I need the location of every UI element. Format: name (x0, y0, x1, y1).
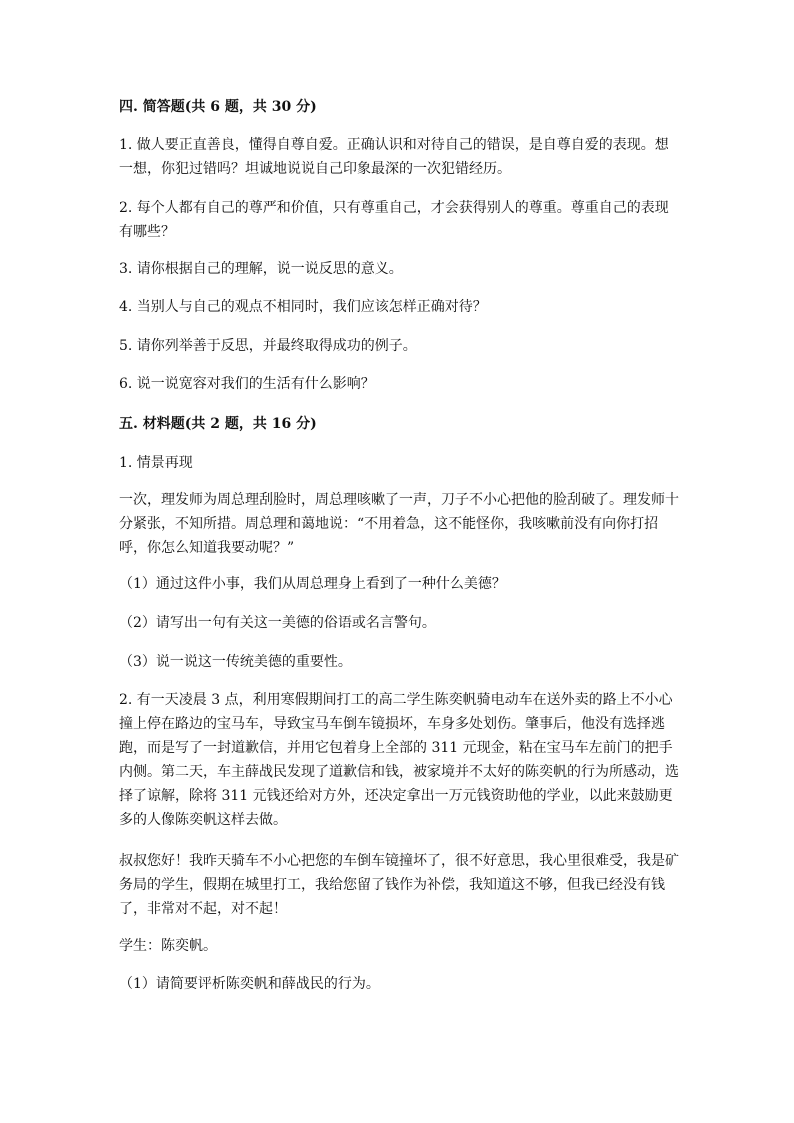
material-1-subquestion-1: （1）通过这件小事，我们从周总理身上看到了一种什么美德？ (119, 576, 506, 592)
question-2: 2. 每个人都有自己的尊严和价值，只有尊重自己，才会获得别人的尊重。尊重自己的表现有哪些？ (119, 200, 669, 240)
letter-signature: 学生：陈奕帆。 (119, 938, 217, 954)
section5-heading: 五. 材料题(共 2 题，共 16 分) (119, 416, 317, 432)
section4-heading: 四. 简答题(共 6 题，共 30 分) (119, 99, 317, 115)
question-1: 1. 做人要正直善良，懂得自尊自爱。正确认识和对待自己的错误，是自尊自爱的表现。想一想，你犯过错吗？坦诚地说说自己印象最深的一次犯错经历。 (119, 137, 669, 177)
material-1-subquestion-2: （2）请写出一句有关这一美德的俗语或名言警句。 (119, 615, 436, 631)
material-2-text: 2. 有一天凌晨 3 点，利用寒假期间打工的高二学生陈奕帆骑电动车在送外卖的路上不小心撞上停在路边的宝马车，导致宝马车倒车镜损坏，车身多处划伤。肇事后，他没有选择逃跑，而是写了一封道歉信，并用它包着身上全部的 311 元现金，粘在宝马车左前门的把手内侧。第二天，车主薛战民发现了道歉信和钱，被家境并不太好的陈奕帆的行为所感动，选择了谅解，除将 311 元钱还给对方外，还决定拿出一万元钱资助他的学业，以此来鼓励更多的人像陈奕帆这样去做。 (119, 692, 679, 828)
question-5: 5. 请你列举善于反思，并最终取得成功的例子。 (119, 338, 417, 354)
question-3: 3. 请你根据自己的理解，说一说反思的意义。 (119, 261, 403, 277)
material-2-subquestion-1: （1）请简要评析陈奕帆和薛战民的行为。 (119, 976, 380, 992)
material-1-title: 1. 情景再现 (119, 455, 193, 471)
question-4: 4. 当别人与自己的观点不相同时，我们应该怎样正确对待？ (119, 299, 487, 315)
question-6: 6. 说一说宽容对我们的生活有什么影响？ (119, 376, 375, 392)
material-1-text: 一次，理发师为周总理刮脸时，周总理咳嗽了一声，刀子不小心把他的脸刮破了。理发师十分紧张，不知所措。周总理和蔼地说：“不用着急，这不能怪你，我咳嗽前没有向你打招呼，你怎么知道我要动呢？” (119, 492, 679, 556)
material-1-subquestion-3: （3）说一说这一传统美德的重要性。 (119, 654, 352, 670)
apology-letter: 叔叔您好！我昨天骑车不小心把您的车倒车镜撞坏了，很不好意思，我心里很难受，我是矿务局的学生，假期在城里打工，我给您留了钱作为补偿，我知道这不够，但我已经没有钱了，非常对不起，对不起！ (119, 853, 679, 917)
